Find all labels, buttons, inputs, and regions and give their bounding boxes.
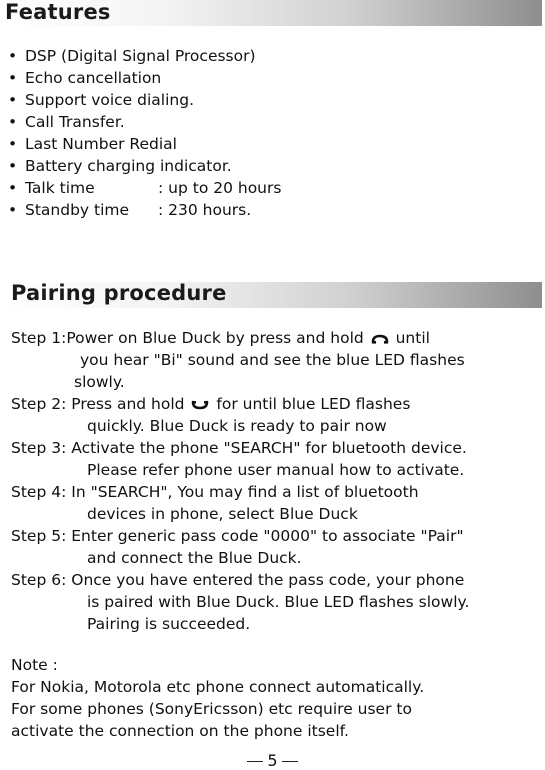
step-label: Step 5: [11, 527, 67, 545]
bullet-icon: • [8, 47, 18, 65]
step-text: Power on Blue Duck by press and hold [66, 329, 364, 347]
step-1 [11, 327, 545, 393]
step-text: slowly. [74, 373, 125, 391]
feature-text: Standby time [25, 201, 130, 219]
step-text: Activate the phone "SEARCH" for bluetooth device. [71, 439, 467, 457]
bullet-icon: • [8, 157, 18, 175]
feature-item [8, 89, 256, 111]
bullet-icon: • [8, 179, 18, 197]
step-2 [11, 393, 545, 437]
bullet-icon: • [8, 113, 18, 131]
step-text: devices in phone, select Blue Duck [87, 505, 358, 523]
step-text: you hear "Bi" sound and see the blue LED flashes [80, 351, 465, 369]
note-text: For some phones (SonyEricsson) etc require user to [11, 700, 412, 718]
dash-left [247, 761, 263, 762]
features-list [8, 45, 282, 221]
step-5 [11, 525, 545, 569]
feature-text: Support voice dialing. [25, 91, 194, 109]
phone-hook-icon [371, 333, 389, 345]
step-label: Step 2: [11, 395, 67, 413]
note-block [11, 654, 424, 742]
features-heading: Features [5, 0, 111, 24]
step-text: and connect the Blue Duck. [87, 549, 302, 567]
phone-cradle-icon [191, 399, 209, 411]
step-4 [11, 481, 545, 525]
feature-text: Last Number Redial [25, 135, 177, 153]
step-label: Step 4: [11, 483, 67, 501]
bullet-icon: • [8, 135, 18, 153]
step-text: Pairing is succeeded. [87, 615, 251, 633]
pairing-heading: Pairing procedure [11, 281, 227, 305]
page-number-value: 5 [267, 751, 278, 770]
feature-item [8, 67, 256, 89]
step-3 [11, 437, 545, 481]
step-6 [11, 569, 545, 635]
feature-text: Echo cancellation [25, 69, 162, 87]
step-text: In "SEARCH", You may find a list of bluetooth [71, 483, 419, 501]
step-text: quickly. Blue Duck is ready to pair now [87, 417, 387, 435]
step-label: Step 3: [11, 439, 67, 457]
dash-right [282, 761, 298, 762]
feature-item [8, 199, 256, 221]
feature-value: : 230 hours. [158, 201, 252, 219]
note-text: For Nokia, Motorola etc phone connect automatically. [11, 678, 425, 696]
feature-item [8, 133, 256, 155]
note-heading: Note : [11, 656, 58, 674]
step-text: Press and hold [71, 395, 185, 413]
feature-value: : up to 20 hours [158, 179, 282, 197]
step-text: Once you have entered the pass code, your phone [71, 571, 465, 589]
step-text: Please refer phone user manual how to activate. [87, 461, 465, 479]
feature-item [8, 177, 282, 199]
feature-text: Talk time [25, 179, 95, 197]
page-number [0, 751, 545, 770]
step-label: Step 6: [11, 571, 67, 589]
feature-item [8, 155, 256, 177]
note-text: activate the connection on the phone itself. [11, 722, 349, 740]
bullet-icon: • [8, 69, 18, 87]
bullet-icon: • [8, 201, 18, 219]
step-text: for until blue LED flashes [216, 395, 411, 413]
feature-text: Battery charging indicator. [25, 157, 232, 175]
feature-text: Call Transfer. [25, 113, 125, 131]
step-text: until [395, 329, 430, 347]
feature-text: DSP (Digital Signal Processor) [25, 47, 256, 65]
pairing-steps [11, 327, 545, 635]
bullet-icon: • [8, 91, 18, 109]
step-text: is paired with Blue Duck. Blue LED flashes slowly. [87, 593, 470, 611]
step-label: Step 1: [11, 329, 67, 347]
feature-item [8, 45, 256, 67]
step-text: Enter generic pass code "0000" to associate "Pair" [71, 527, 464, 545]
feature-item [8, 111, 256, 133]
